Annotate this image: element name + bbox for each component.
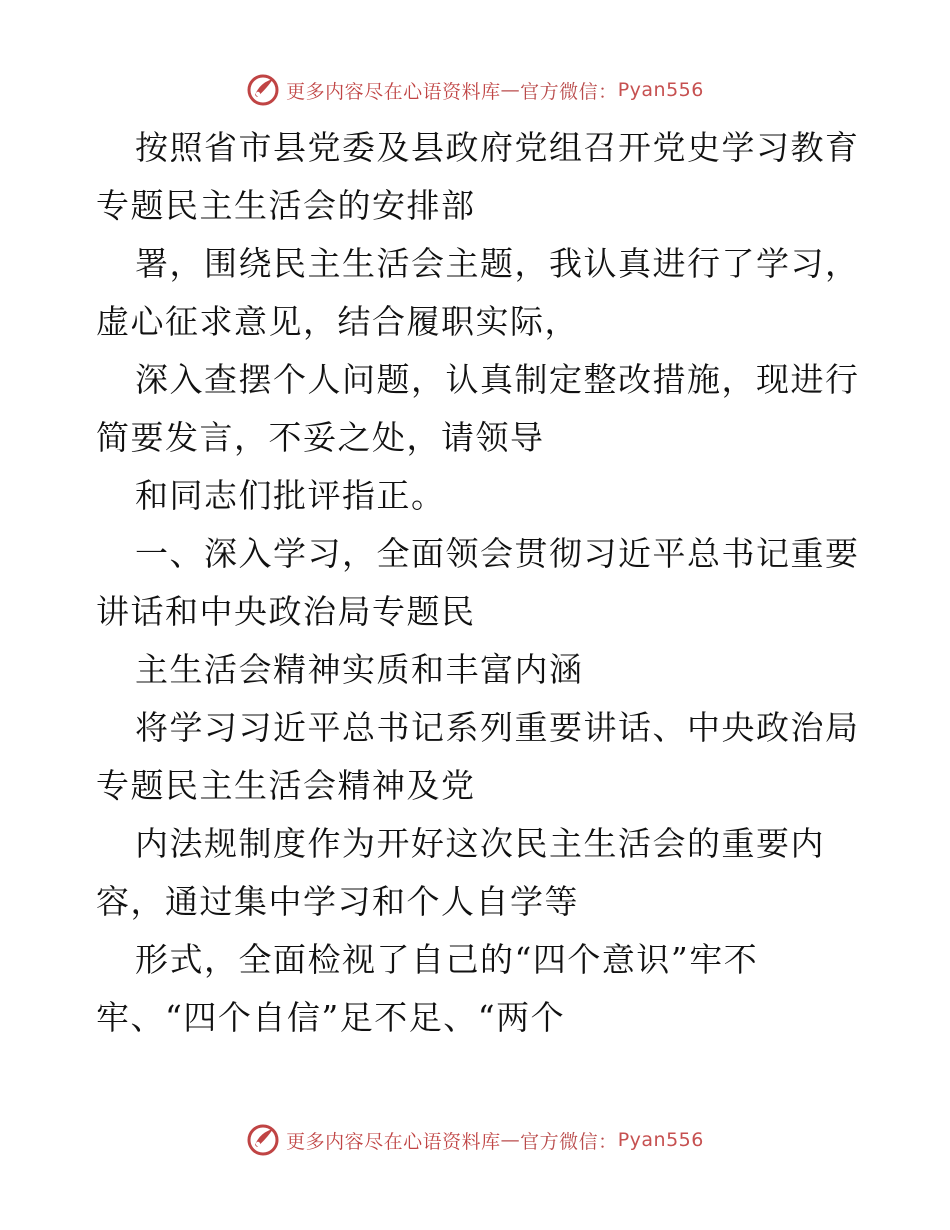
watermark-wechat-label: 官方微信： <box>520 1130 618 1153</box>
paragraph-line: 专题民主生活会的安排部 <box>96 186 476 225</box>
paragraph-line: 牢、“四个自信”足不足、“两个 <box>96 998 566 1037</box>
document-body <box>96 119 866 1047</box>
watermark-separator: — <box>500 1129 521 1151</box>
paragraph-line: 按照省市县党委及县政府党组召开党史学习教育 <box>135 128 860 167</box>
paragraph-line: 简要发言，不妥之处，请领导 <box>96 418 545 457</box>
paragraph-line: 和同志们批评指正。 <box>135 476 446 515</box>
watermark-main-text: 更多内容尽在心语资料库 <box>286 80 501 103</box>
paragraph-line: 虚心征求意见，结合履职实际， <box>96 302 579 341</box>
footer-watermark <box>0 1120 950 1160</box>
quill-swirl-logo-icon <box>246 73 280 107</box>
paragraph-line: 形式，全面检视了自己的“四个意识”牢不 <box>135 940 759 979</box>
watermark-main-text: 更多内容尽在心语资料库 <box>286 1130 501 1153</box>
watermark-wechat-id: Pyan556 <box>617 1129 704 1151</box>
paragraph-line: 将学习习近平总书记系列重要讲话、中央政治局 <box>135 708 860 747</box>
quill-swirl-logo-icon <box>246 1123 280 1157</box>
watermark-separator: — <box>500 79 521 101</box>
header-watermark <box>0 70 950 110</box>
paragraph-line: 容，通过集中学习和个人自学等 <box>96 882 579 921</box>
paragraph-line: 深入查摆个人问题，认真制定整改措施，现进行 <box>135 360 860 399</box>
paragraph-line: 内法规制度作为开好这次民主生活会的重要内 <box>135 824 825 863</box>
section-heading-line: 主生活会精神实质和丰富内涵 <box>135 650 584 689</box>
watermark-wechat-label: 官方微信： <box>520 80 618 103</box>
paragraph-line: 专题民主生活会精神及党 <box>96 766 476 805</box>
section-heading-line: 一、深入学习，全面领会贯彻习近平总书记重要 <box>135 534 860 573</box>
section-heading-line: 讲话和中央政治局专题民 <box>96 592 476 631</box>
paragraph-line: 署，围绕民主生活会主题，我认真进行了学习， <box>135 244 860 283</box>
watermark-wechat-id: Pyan556 <box>617 79 704 101</box>
